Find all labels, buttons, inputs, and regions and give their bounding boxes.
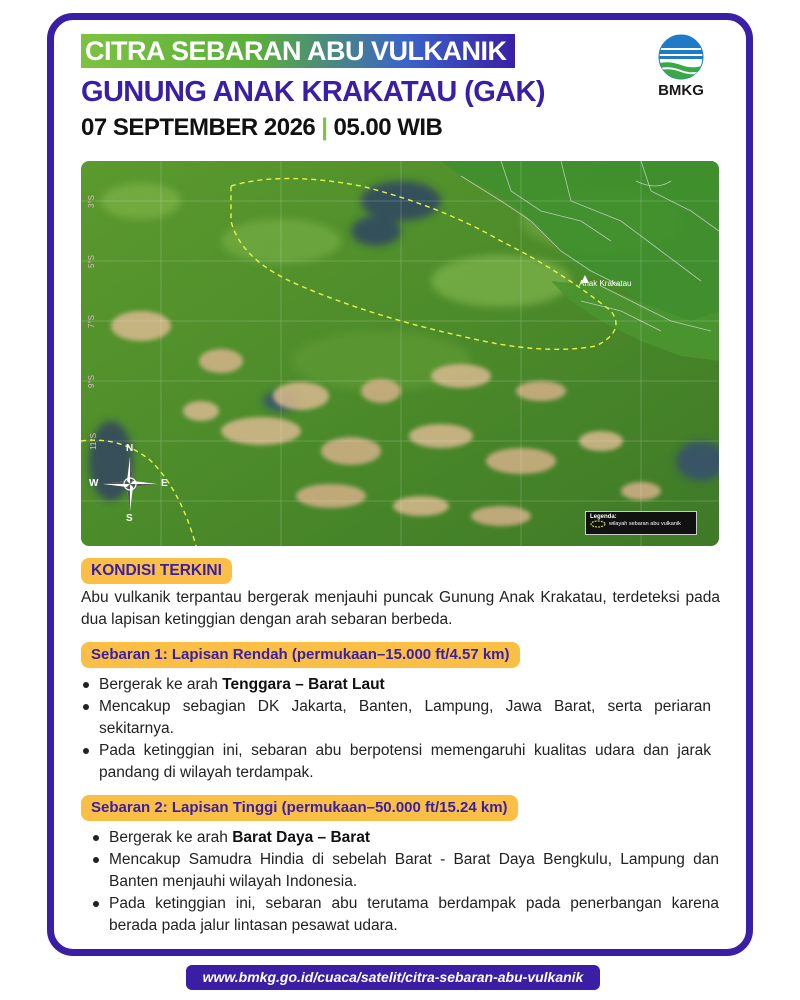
title-line1: CITRA SEBARAN ABU VULKANIK — [81, 34, 515, 68]
bmkg-logo-icon — [656, 34, 706, 80]
lat-label: 11°S — [88, 433, 98, 450]
sebaran1-direction-prefix: Bergerak ke arah — [99, 676, 223, 693]
list-item: Mencakup Samudra Hindia di sebelah Barat - Barat Daya Bengkulu, Lampung dan Banten menjauhi wilayah Indonesia. — [91, 849, 719, 893]
legend-item: wilayah sebaran abu vulkanik — [609, 521, 681, 527]
lat-label: 5°S — [86, 255, 96, 268]
lat-label: 7°S — [86, 315, 96, 328]
legend-row — [590, 520, 692, 528]
title-line2: GUNUNG ANAK KRAKATAU (GAK) — [81, 76, 545, 108]
map-legend — [585, 511, 697, 535]
sebaran2-label: Sebaran 2: Lapisan Tinggi (permukaan–50.000 ft/15.24 km) — [81, 795, 518, 821]
bmkg-logo — [650, 34, 712, 99]
date-text: 07 SEPTEMBER 2026 — [81, 114, 316, 141]
satellite-map — [81, 161, 719, 546]
list-item: Pada ketinggian ini, sebaran abu berpotensi memengaruhi kualitas udara dan jarak pandang di wilayah terdampak. — [81, 740, 711, 784]
volcano-label: Anak Krakatau — [579, 279, 632, 288]
date-time — [81, 114, 442, 142]
bmkg-logo-text: BMKG — [658, 82, 704, 99]
list-item — [81, 674, 711, 696]
list-item — [91, 827, 719, 849]
compass-s: S — [126, 513, 133, 524]
sebaran2-direction: Barat Daya – Barat — [232, 829, 371, 846]
list-item: Pada ketinggian ini, sebaran abu terutama berdampak pada penerbangan karena berada pada jalur lintasan pesawat udara. — [91, 893, 719, 937]
compass-rose — [89, 443, 168, 524]
date-separator: | — [321, 114, 328, 141]
kondisi-text: Abu vulkanik terpantau bergerak menjauhi puncak Gunung Anak Krakatau, terdeteksi pada dua lapisan ketinggian dengan arah sebaran berbeda. — [81, 589, 720, 628]
lat-label: 9°S — [86, 375, 96, 388]
footer-url[interactable]: www.bmkg.go.id/cuaca/satelit/citra-sebaran-abu-vulkanik — [186, 965, 600, 990]
time-text: 05.00 WIB — [333, 114, 443, 141]
sebaran1-direction: Tenggara – Barat Laut — [222, 676, 385, 693]
list-item: Mencakup sebagian DK Jakarta, Banten, Lampung, Jawa Barat, serta periaran sekitarnya. — [81, 696, 711, 740]
sebaran2-direction-prefix: Bergerak ke arah — [109, 829, 233, 846]
ash-area-icon — [590, 520, 606, 528]
lat-label: 3°S — [86, 195, 96, 208]
sebaran2-list — [91, 827, 719, 937]
sebaran1-list — [81, 674, 711, 784]
kondisi-terkini-label: KONDISI TERKINI — [81, 558, 232, 584]
compass-w: W — [89, 478, 99, 489]
compass-e: E — [161, 478, 168, 489]
compass-n: N — [126, 443, 134, 454]
legend-title: Legenda: — [590, 514, 617, 520]
satellite-image-icon — [81, 161, 719, 546]
sebaran1-label: Sebaran 1: Lapisan Rendah (permukaan–15.000 ft/4.57 km) — [81, 642, 520, 668]
compass-icon — [95, 449, 165, 519]
